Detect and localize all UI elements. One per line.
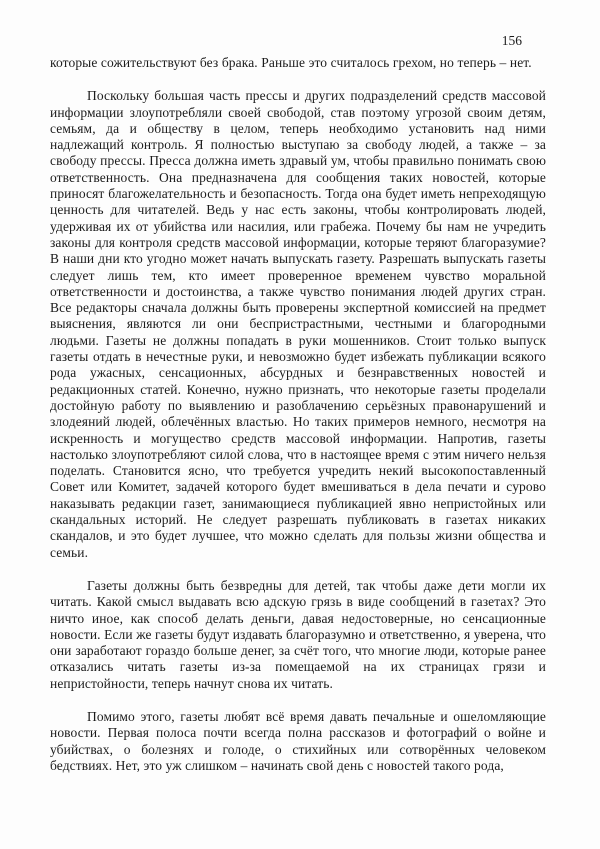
paragraph: Поскольку большая часть прессы и других подразделений средств массовой информации злоупотребляли своей свободой, став поэтому угрозой своим детям, семьям, да и обществу в целом, теперь необходимо установить над ними надлежащий контроль. Я полностью выступаю за свободу людей, а также – за свободу прессы. Пресса должна иметь здравый ум, чтобы правильно понимать свою ответственность. Она предназначена для сообщения таких новостей, которые приносят благожелательность и безопасность. Тогда она будет иметь непреходящую ценность для читателей. Ведь у нас есть законы, чтобы контролировать людей, удерживая их от убийства или насилия, или грабежа. Почему бы нам не учредить законы для контроля средств массовой информации, которые теряют благоразумие? В наши дни кто угодно может начать выпускать газету. Разрешать выпускать газеты следует лишь тем, кто имеет проверенное временем чувство моральной ответственности и достоинства, а также чувство понимания людей других стран. Все редакторы сначала должны быть проверены экспертной комиссией на предмет выяснения, являются ли они беспристрастными, честными и благородными людьми. Газеты не должны попадать в руки мошенников. Стоит только выпуск газеты отдать в нечестные руки, и невозможно будет избежать публикации всякого рода ужасных, сенсационных, абсурдных и безнравственных новостей и редакционных статей. Конечно, нужно признать, что некоторые газеты проделали достойную работу по выявлению и разоблачению серьёзных правонарушений и злодеяний людей, облечённых властью. Но таких примеров немного, несмотря на искренность и могущество средств массовой информации. Напротив, газеты настолько злоупотребляют силой слова, что в настоящее время с этим ничего нельзя поделать. Становится ясно, что требуется учредить некий высокопоставленный Совет или Комитет, задачей которого будет вмешиваться в дела печати и сурово наказывать редакции газет, занимающиеся публикацией явно непристойных или скандальных историй. Не следует разрешать публиковать в газетах никаких скандалов, и это будет лучшее, что можно сделать для пользы жизни общества и семьи. bbox=[50, 88, 546, 560]
paragraph: Помимо этого, газеты любят всё время давать печальные и ошеломляющие новости. Первая полоса почти всегда полна рассказов и фотографий о войне и убийствах, о болезнях и голоде, о стихийных или сотворённых человеком бедствиях. Нет, это уж слишком – начинать свой день с новостей такого рода, bbox=[50, 708, 546, 773]
paragraph-continuation: которые сожительствуют без брака. Раньше это считалось грехом, но теперь – нет. bbox=[50, 55, 532, 70]
page-number: 156 bbox=[501, 33, 522, 48]
page-content bbox=[50, 33, 546, 774]
paragraph: Газеты должны быть безвредны для детей, так чтобы даже дети могли их читать. Какой смысл выдавать всю адскую грязь в виде сообщений в газетах? Это ничто иное, как способ делать деньги, давая недостоверные, но сенсационные новости. Если же газеты будут издавать благоразумно и ответственно, я уверена, что они заработают гораздо больше денег, за счёт того, что многие люди, которые ранее отказались читать газеты из-за помещаемой на их страницах грязи и непристойности, теперь начнут снова их читать. bbox=[50, 577, 546, 691]
